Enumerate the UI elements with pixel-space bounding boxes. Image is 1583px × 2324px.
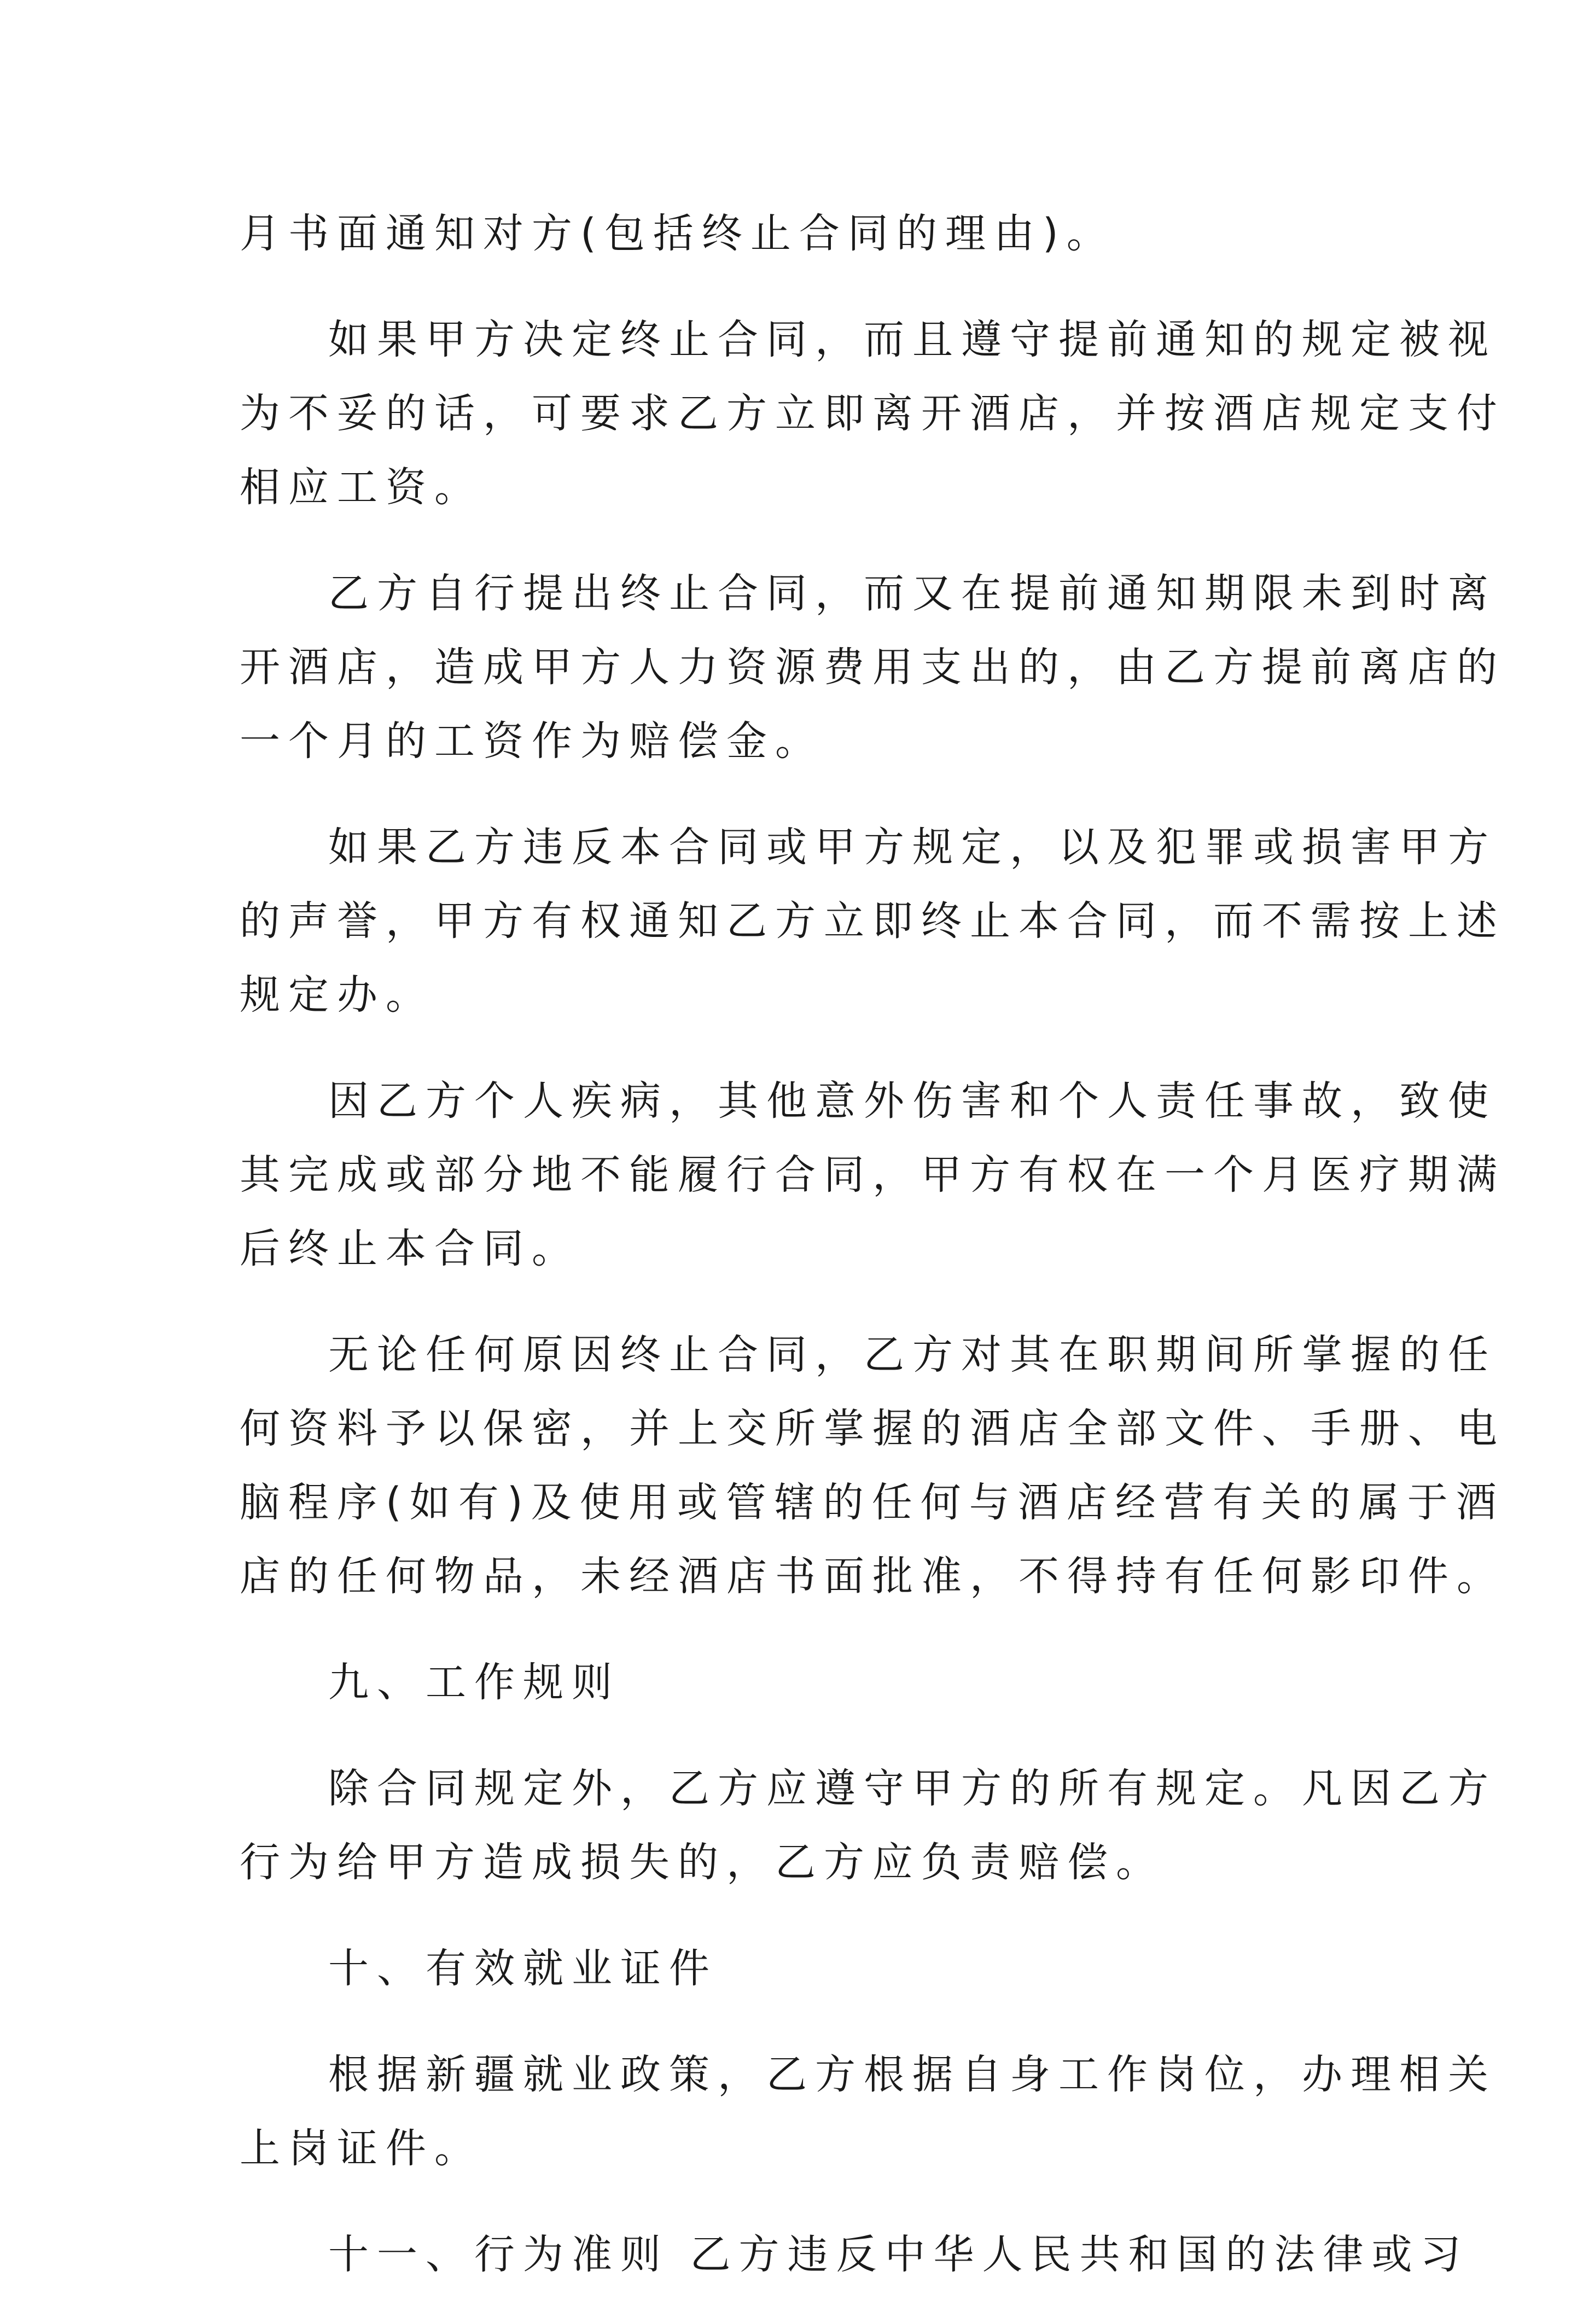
text-line: 为不妥的话，可要求乙方立即离开酒店，并按酒店规定支付 [240,390,1505,437]
paragraph-notice-continuation [240,197,1355,271]
text-line: 根据新疆就业政策，乙方根据自身工作岗位，办理相关 [328,2051,1497,2098]
section-heading: 十、有效就业证件 [328,1945,718,1992]
text-line: 店的任何物品，未经酒店书面批准，不得持有任何影印件。 [240,1553,1505,1600]
text-line: 其完成或部分地不能履行合同，甲方有权在一个月医疗期满 [240,1151,1505,1198]
text-line: 因乙方个人疾病，其他意外伤害和个人责任事故，致使 [328,1077,1497,1125]
text-line: 开酒店，造成甲方人力资源费用支出的，由乙方提前离店的 [240,644,1505,691]
text-line: 后终止本合同。 [240,1225,580,1272]
text-line: 如果乙方违反本合同或甲方规定，以及犯罪或损害甲方 [328,824,1497,871]
section-heading-work-rules [240,1646,1355,1720]
text-line: 的声誉，甲方有权通知乙方立即终止本合同，而不需按上述 [240,898,1505,945]
text-line: 月书面通知对方(包括终止合同的理由)。 [240,210,1115,257]
text-line: 上岗证件。 [240,2125,483,2172]
text-line: 规定办。 [240,971,434,1018]
text-line: 如果甲方决定终止合同，而且遵守提前通知的规定被视 [328,316,1497,363]
paragraph-party-a-termination [240,303,1505,525]
paragraph-work-rules [240,1752,1497,1900]
paragraph-illness-termination [240,1064,1505,1286]
text-line: 一个月的工资作为赔偿金。 [240,718,824,765]
text-line: 脑程序(如有)及使用或管辖的任何与酒店经营有关的属于酒 [240,1479,1505,1526]
paragraph-violation-termination [240,811,1505,1032]
section-heading-code-of-conduct [240,2218,1469,2292]
paragraph-employment-certificate [240,2038,1497,2186]
text-line: 相应工资。 [240,464,483,511]
text-line: 何资料予以保密，并上交所掌握的酒店全部文件、手册、电 [240,1405,1505,1452]
section-heading: 十一、行为准则 乙方违反中华人民共和国的法律或习 [328,2231,1469,2278]
paragraph-party-b-early-leave [240,557,1505,778]
paragraph-confidentiality [240,1318,1505,1614]
text-line: 行为给甲方造成损失的，乙方应负责赔偿。 [240,1839,1165,1886]
text-line: 乙方自行提出终止合同，而又在提前通知期限未到时离 [328,570,1497,617]
section-heading: 九、工作规则 [328,1659,620,1706]
document-body [240,197,1505,2324]
text-line: 无论任何原因终止合同，乙方对其在职期间所掌握的任 [328,1331,1497,1378]
section-heading-employment-certificate [240,1932,1355,2006]
text-line: 除合同规定外，乙方应遵守甲方的所有规定。凡因乙方 [328,1765,1497,1812]
